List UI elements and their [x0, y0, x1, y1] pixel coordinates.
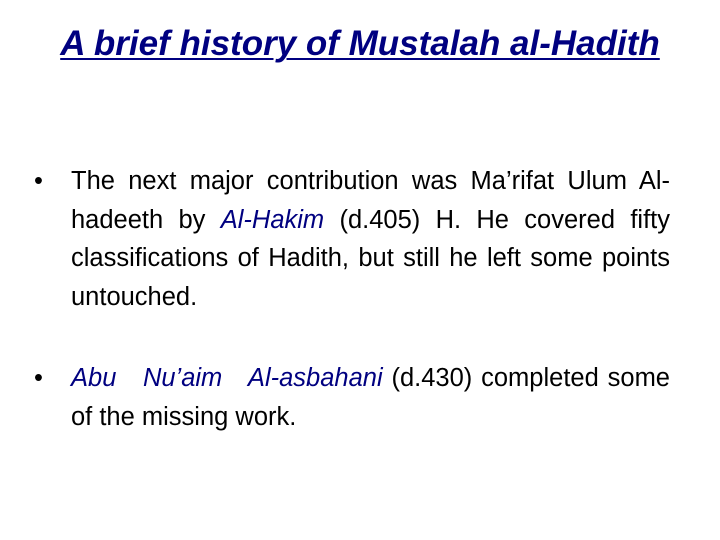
bullet-1-text-after: (d.405) H. He covered fifty classifications of Hadith, but still he left some points untouched.: [71, 205, 670, 311]
bullet-item-1: [34, 162, 670, 316]
slide-title: A brief history of Mustalah al-Hadith: [60, 24, 660, 63]
bullet-1-author-name: Al-Hakim: [220, 205, 325, 234]
bullet-1-text-before: The next major contribution was Ma’rifat Ulum Al-hadeeth by: [71, 167, 670, 234]
bullet-marker: •: [34, 167, 43, 195]
bullet-marker: •: [34, 364, 43, 392]
bullet-list: [34, 162, 670, 436]
bullet-item-2: [34, 359, 670, 436]
bullet-2-text-after: (d.430) completed some of the missing work.: [71, 364, 670, 431]
bullet-2-author-name: Abu Nu’aim Al-asbahani: [71, 364, 383, 392]
